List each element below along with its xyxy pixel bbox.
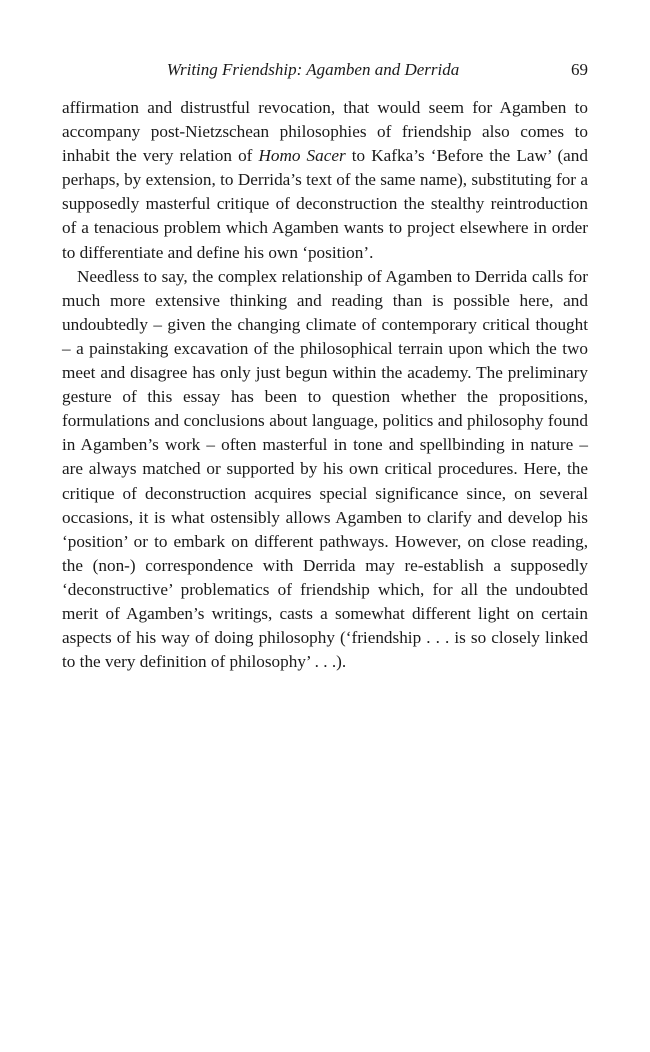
book-title-homo-sacer: Homo Sacer bbox=[258, 146, 346, 166]
page-number: 69 bbox=[571, 60, 588, 79]
paragraph-1 bbox=[62, 96, 588, 265]
body-text bbox=[62, 96, 588, 674]
book-page bbox=[62, 58, 588, 674]
paragraph-2: Needless to say, the complex relationship of Agamben to Derrida calls for much more extensive thinking and reading than is possible here, and undoubtedly – given the changing climate of contemporary critical thought – a painstaking excavation of the philosophical terrain upon which the two meet and disagree has only just begun within the academy. The preliminary gesture of this essay has been to question whether the propositions, formulations and conclusions about language, politics and philosophy found in Agamben’s work – often masterful in tone and spellbinding in nature – are always matched or supported by his own critical procedures. Here, the critique of deconstruction acquires special significance since, on several occasions, it is what ostensibly allows Agamben to clarify and develop his ‘position’ or to embark on different pathways. However, on close reading, the (non-) correspondence with Derrida may re-establish a supposedly ‘deconstructive’ problematics of friendship which, for all the undoubted merit of Agamben’s writings, casts a somewhat different light on certain aspects of his way of doing philosophy (‘friendship . . . is so closely linked to the very definition of philosophy’ . . .). bbox=[62, 266, 588, 672]
running-head bbox=[62, 58, 588, 82]
paragraph-1-text-after-title: to Kafka’s ‘Before the Law’ (and perhaps, by extension, to Derrida’s text of the same name), substituting for a supposedly masterful critique of deconstruction the stealthy reintroduction of a tenacious problem which Agamben wants to project elsewhere in order to differentiate and define his own ‘position’. bbox=[62, 146, 588, 262]
running-title: Writing Friendship: Agamben and Derrida bbox=[166, 60, 460, 79]
paragraph-1-text-before-title: affirmation and distrustful revocation, that would seem for Agamben to accompany post-Nietzschean philosophies of friendship also comes to inhabit the very relation of bbox=[62, 98, 588, 166]
